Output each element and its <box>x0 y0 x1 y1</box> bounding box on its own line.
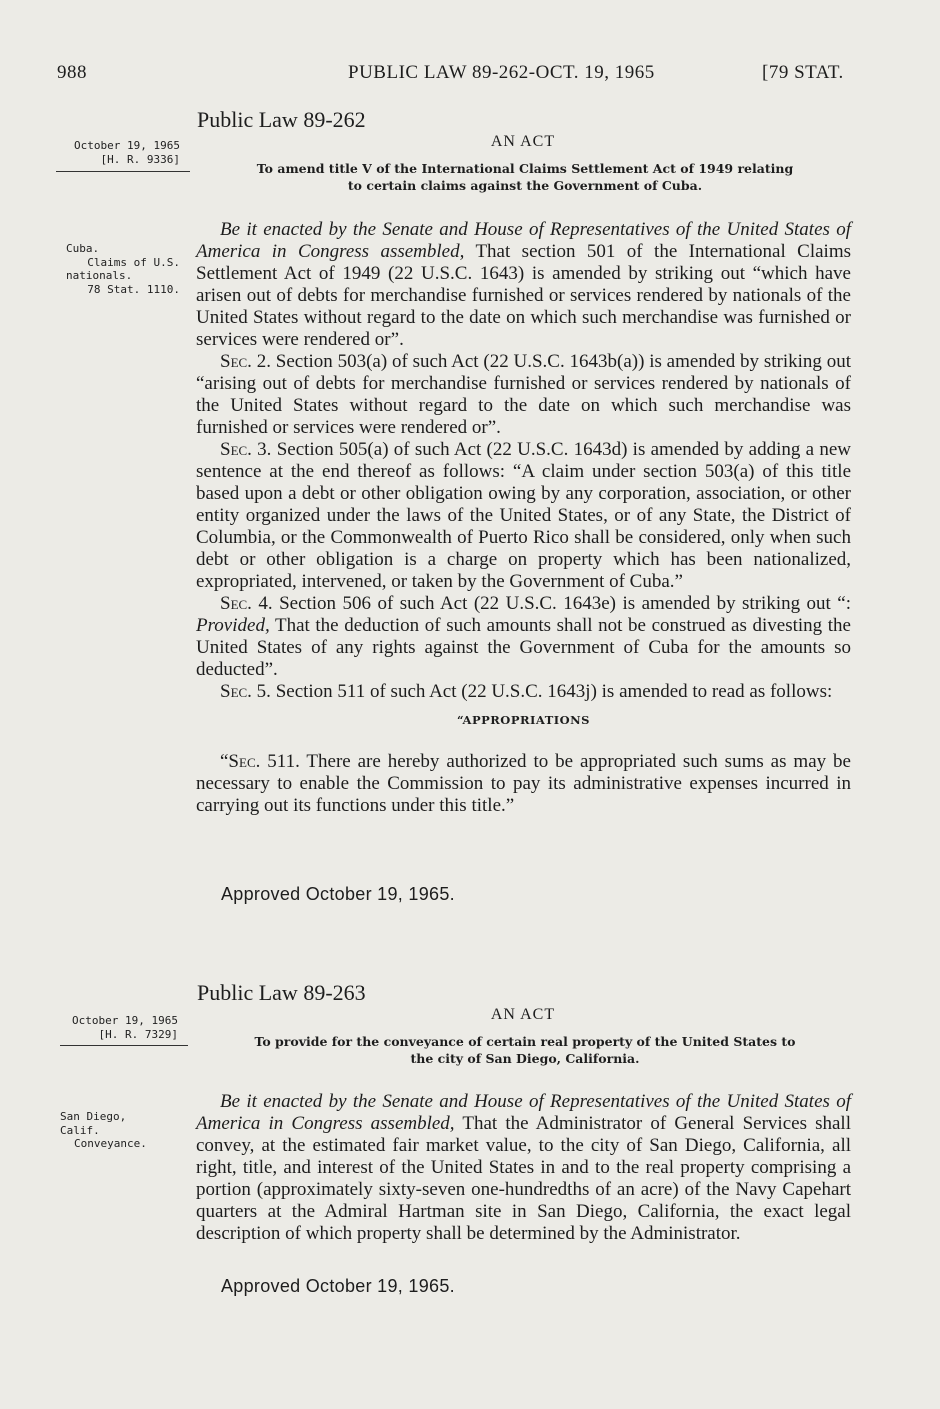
volume-reference: [79 STAT. <box>762 62 844 83</box>
section-paragraph <box>196 751 851 817</box>
margin-note-line: Calif. <box>60 1123 100 1137</box>
section-paragraph <box>196 593 851 681</box>
margin-note-subject <box>60 1110 147 1151</box>
proviso-italic: Provided, <box>196 615 270 636</box>
purpose-line: To amend title V of the International Claims Settlement Act of 1949 relating <box>256 161 794 176</box>
section-text: Section 505(a) of such Act (22 U.S.C. 1643d) is amended by adding a new sentence at the end thereof as follows: “A claim under section 503(a) of this title based upon a debt or other obligation owing by any corporation, association, or other entity organized under the laws of the United States, or of any State, the District of Columbia, or the Commonwealth of Puerto Rico shall be considered, only when such debt or other obligation is a charge on property which has been nationalized, expropriated, intervened, or taken by the Government of Cuba.” <box>196 439 851 592</box>
section-text: Section 503(a) of such Act (22 U.S.C. 1643b(a)) is amended by striking out “arising out of debts for merchandise furnished or services rendered by nationals of the United States without regard to the date on which such merchandise was furnished or services were rendered or”. <box>196 351 851 438</box>
act-body <box>196 1091 851 1245</box>
date-margin-note: October 19, 1965 <box>74 139 180 152</box>
act-purpose <box>195 160 855 194</box>
margin-note-line: Cuba. <box>66 242 100 255</box>
section-text: There are hereby authorized to be appropriated such sums as may be necessary to enable the Commission to pay its administrative expenses incurred in carrying out its functions under this title.” <box>196 751 851 816</box>
section-text: That the Administrator of General Services shall convey, at the estimated fair market value, to the city of San Diego, California, all right, title, and interest of the United States in and to the real property comprising a portion (approximately sixty-seven one-hundredths of an acre) of the Navy Capehart quarters at the Admiral Hartman site in San Diego, California, the exact legal description of which property shall be determined by the Administrator. <box>196 1113 851 1244</box>
section-paragraph <box>196 351 851 439</box>
act-body <box>196 219 851 817</box>
section-label: “Sec. 511. <box>220 751 300 772</box>
an-act-heading: AN ACT <box>490 1006 556 1023</box>
page-number: 988 <box>57 62 87 83</box>
an-act-heading: AN ACT <box>490 133 556 150</box>
margin-note-line: San Diego, <box>60 1110 127 1123</box>
law-title: Public Law 89-262 <box>197 107 366 132</box>
enacting-paragraph <box>196 1091 851 1245</box>
section-label: Sec. 3. <box>220 439 272 460</box>
margin-note-line: Claims of U.S. <box>87 255 180 269</box>
bill-margin-note: [H. R. 7329] <box>98 1028 178 1041</box>
law-title: Public Law 89-263 <box>197 980 366 1005</box>
running-title: PUBLIC LAW 89-262-OCT. 19, 1965 <box>348 62 655 83</box>
section-text: That the deduction of such amounts shall not be construed as divesting the United States of any rights against the Government of Cuba for the amounts so deducted”. <box>196 615 851 680</box>
section-paragraph <box>196 439 851 593</box>
section-paragraph <box>196 681 851 703</box>
margin-note-line: Conveyance. <box>74 1137 147 1150</box>
approval-date: Approved October 19, 1965. <box>221 884 455 904</box>
date-margin-note: October 19, 1965 <box>72 1014 178 1027</box>
margin-rule <box>56 171 190 172</box>
section-text: Section 506 of such Act (22 U.S.C. 1643e) is amended by striking out “: <box>272 593 851 614</box>
margin-note-line: nationals. <box>66 269 133 282</box>
bill-margin-note: [H. R. 9336] <box>100 153 180 166</box>
section-label: Sec. 2. <box>220 351 271 372</box>
enacting-clause: Be it enacted by the Senate and House of Representatives of the United States of America in Congress assembled, <box>196 1091 851 1134</box>
section-label: Sec. 4. <box>220 593 273 614</box>
purpose-line: the city of San Diego, California. <box>410 1051 640 1066</box>
purpose-line: to certain claims against the Government of Cuba. <box>347 178 703 193</box>
enacting-clause: Be it enacted by the Senate and House of Representatives of the United States of America in Congress assembled, <box>196 219 851 262</box>
section-text: Section 511 of such Act (22 U.S.C. 1643j) is amended to read as follows: <box>270 681 833 702</box>
appropriations-heading: “APPROPRIATIONS <box>457 713 590 727</box>
margin-note-line: 78 Stat. 1110. <box>87 282 180 296</box>
margin-rule <box>60 1045 188 1046</box>
purpose-line: To provide for the conveyance of certain real property of the United States to <box>254 1034 796 1049</box>
section-text: That section 501 of the International Claims Settlement Act of 1949 (22 U.S.C. 1643) is amended by striking out “which have arisen out of debts for merchandise furnished or services rendered by nationals of the United States without regard to the date on which such merchandise was furnished or services were rendered or”. <box>196 241 851 350</box>
enacting-paragraph <box>196 219 851 351</box>
approval-date: Approved October 19, 1965. <box>221 1276 455 1296</box>
margin-note-subject <box>40 242 180 296</box>
act-purpose <box>195 1033 855 1067</box>
section-label: Sec. 5. <box>220 681 271 702</box>
